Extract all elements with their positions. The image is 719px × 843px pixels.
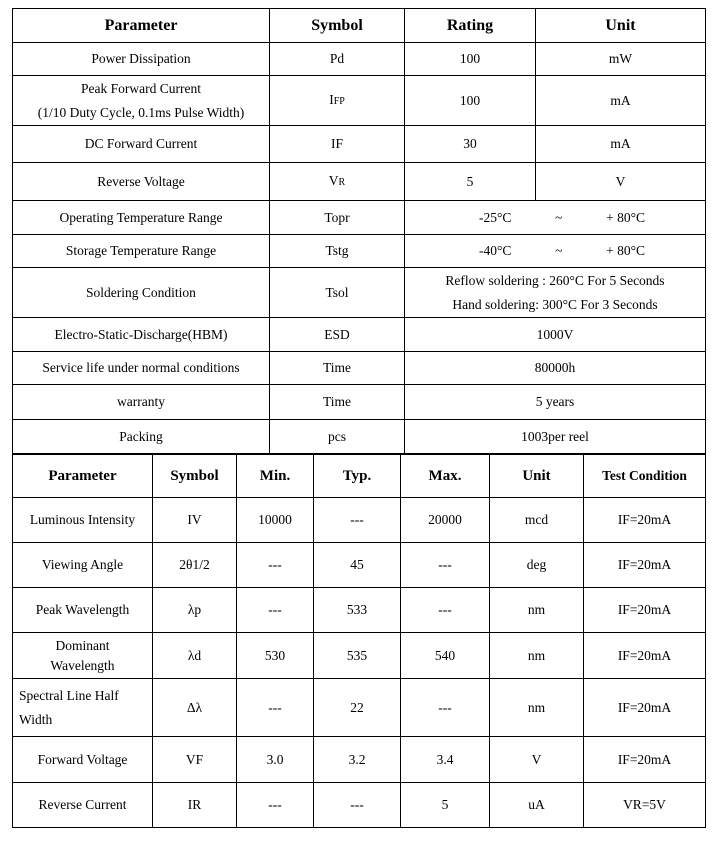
symbol-sub: R	[338, 176, 346, 188]
table-row	[13, 385, 706, 420]
param-cell: Soldering Condition	[13, 268, 270, 318]
unit-cell: V	[490, 737, 584, 783]
condition-cell: IF=20mA	[584, 679, 706, 737]
symbol-cell: IR	[153, 783, 237, 828]
range-cell	[405, 201, 706, 235]
table-row	[13, 633, 706, 679]
header-min: Min.	[237, 454, 314, 498]
param-cell: Storage Temperature Range	[13, 235, 270, 268]
table-row	[13, 268, 706, 318]
param-cell: Reverse Current	[13, 783, 153, 828]
symbol-cell: Δλ	[153, 679, 237, 737]
unit-cell: mA	[536, 76, 706, 126]
unit-cell: mW	[536, 43, 706, 76]
symbol-cell: IF	[270, 126, 405, 163]
condition-cell: IF=20mA	[584, 543, 706, 588]
table-row	[13, 543, 706, 588]
rating-cell: 100	[405, 43, 536, 76]
typ-cell: ---	[314, 783, 401, 828]
condition-cell: IF=20mA	[584, 498, 706, 543]
max-cell: ---	[401, 588, 490, 633]
param-cell: Operating Temperature Range	[13, 201, 270, 235]
symbol-cell: IV	[153, 498, 237, 543]
header-parameter: Parameter	[13, 454, 153, 498]
symbol-main: V	[328, 172, 339, 188]
param-cell: Electro-Static-Discharge(HBM)	[13, 318, 270, 352]
param-cell: Service life under normal conditions	[13, 352, 270, 385]
symbol-cell: Tstg	[270, 235, 405, 268]
typ-cell: 3.2	[314, 737, 401, 783]
range-min: -25°C	[479, 209, 512, 225]
symbol-cell: VF	[153, 737, 237, 783]
header-parameter: Parameter	[13, 9, 270, 43]
header-test-condition: Test Condition	[584, 454, 706, 498]
header-typ: Typ.	[314, 454, 401, 498]
typ-cell: 535	[314, 633, 401, 679]
unit-cell: nm	[490, 633, 584, 679]
min-cell: 3.0	[237, 737, 314, 783]
condition-cell: IF=20mA	[584, 588, 706, 633]
min-cell: 530	[237, 633, 314, 679]
unit-cell: nm	[490, 679, 584, 737]
min-cell: ---	[237, 588, 314, 633]
value-cell: 80000h	[405, 352, 706, 385]
symbol-cell: ESD	[270, 318, 405, 352]
param-line: Wavelength	[50, 657, 115, 673]
min-cell: ---	[237, 543, 314, 588]
min-cell: 10000	[237, 498, 314, 543]
header-symbol: Symbol	[270, 9, 405, 43]
max-cell: 540	[401, 633, 490, 679]
value-cell: 1003per reel	[405, 420, 706, 455]
table-row	[13, 352, 706, 385]
typ-cell: 22	[314, 679, 401, 737]
header-unit: Unit	[490, 454, 584, 498]
header-symbol: Symbol	[153, 454, 237, 498]
symbol-cell	[270, 76, 405, 126]
param-cell: warranty	[13, 385, 270, 420]
max-cell: 20000	[401, 498, 490, 543]
condition-cell: IF=20mA	[584, 737, 706, 783]
symbol-cell: 2θ1/2	[153, 543, 237, 588]
param-line: Peak Forward Current	[81, 80, 201, 96]
condition-cell	[405, 268, 706, 318]
param-cell	[13, 76, 270, 126]
header-max: Max.	[401, 454, 490, 498]
symbol-cell: Pd	[270, 43, 405, 76]
unit-cell: deg	[490, 543, 584, 588]
table-row	[13, 76, 706, 126]
param-line: (1/10 Duty Cycle, 0.1ms Pulse Width)	[37, 104, 245, 120]
symbol-cell	[270, 163, 405, 201]
table-row	[13, 420, 706, 455]
unit-cell: V	[536, 163, 706, 201]
rating-cell: 100	[405, 76, 536, 126]
table-row	[13, 126, 706, 163]
max-cell: ---	[401, 679, 490, 737]
typ-cell: ---	[314, 498, 401, 543]
electrical-characteristics-table	[12, 453, 706, 828]
symbol-cell: λp	[153, 588, 237, 633]
absolute-ratings-table	[12, 8, 706, 455]
table-row	[13, 43, 706, 76]
rating-cell: 30	[405, 126, 536, 163]
param-cell: Viewing Angle	[13, 543, 153, 588]
table-row	[13, 498, 706, 543]
param-cell	[13, 633, 153, 679]
param-cell: Forward Voltage	[13, 737, 153, 783]
param-cell: Luminous Intensity	[13, 498, 153, 543]
unit-cell: nm	[490, 588, 584, 633]
table-header-row	[13, 454, 706, 498]
param-line: Width	[19, 711, 53, 727]
table-header-row	[13, 9, 706, 43]
range-tilde: ~	[555, 209, 563, 225]
range-cell	[405, 235, 706, 268]
param-cell: DC Forward Current	[13, 126, 270, 163]
condition-cell: VR=5V	[584, 783, 706, 828]
typ-cell: 533	[314, 588, 401, 633]
table-row	[13, 318, 706, 352]
min-cell: ---	[237, 783, 314, 828]
range-max: + 80°C	[606, 243, 645, 258]
max-cell: 3.4	[401, 737, 490, 783]
table-row	[13, 679, 706, 737]
condition-cell: IF=20mA	[584, 633, 706, 679]
symbol-cell: Time	[270, 385, 405, 420]
header-unit: Unit	[536, 9, 706, 43]
max-cell: 5	[401, 783, 490, 828]
symbol-cell: Topr	[270, 201, 405, 235]
range-min: -40°C	[479, 243, 512, 258]
table-row	[13, 235, 706, 268]
table-row	[13, 588, 706, 633]
table-row	[13, 201, 706, 235]
header-rating: Rating	[405, 9, 536, 43]
condition-line: Reflow soldering : 260°C For 5 Seconds	[445, 272, 665, 288]
max-cell: ---	[401, 543, 490, 588]
value-cell: 5 years	[405, 385, 706, 420]
symbol-sub: FP	[333, 95, 345, 107]
symbol-cell: Tsol	[270, 268, 405, 318]
unit-cell: mcd	[490, 498, 584, 543]
unit-cell: uA	[490, 783, 584, 828]
range-tilde: ~	[555, 243, 563, 258]
symbol-cell: λd	[153, 633, 237, 679]
param-cell: Packing	[13, 420, 270, 455]
symbol-cell: Time	[270, 352, 405, 385]
table-row	[13, 783, 706, 828]
symbol-cell: pcs	[270, 420, 405, 455]
table-row	[13, 163, 706, 201]
param-line: Dominant	[55, 637, 110, 653]
param-cell: Peak Wavelength	[13, 588, 153, 633]
min-cell: ---	[237, 679, 314, 737]
typ-cell: 45	[314, 543, 401, 588]
condition-line: Hand soldering: 300°C For 3 Seconds	[452, 296, 658, 312]
param-line: Spectral Line Half	[19, 687, 119, 703]
param-cell: Power Dissipation	[13, 43, 270, 76]
symbol-main: I	[329, 91, 334, 107]
param-cell: Reverse Voltage	[13, 163, 270, 201]
unit-cell: mA	[536, 126, 706, 163]
table-row	[13, 737, 706, 783]
rating-cell: 5	[405, 163, 536, 201]
value-cell: 1000V	[405, 318, 706, 352]
range-max: + 80°C	[606, 209, 645, 225]
param-cell	[13, 679, 153, 737]
